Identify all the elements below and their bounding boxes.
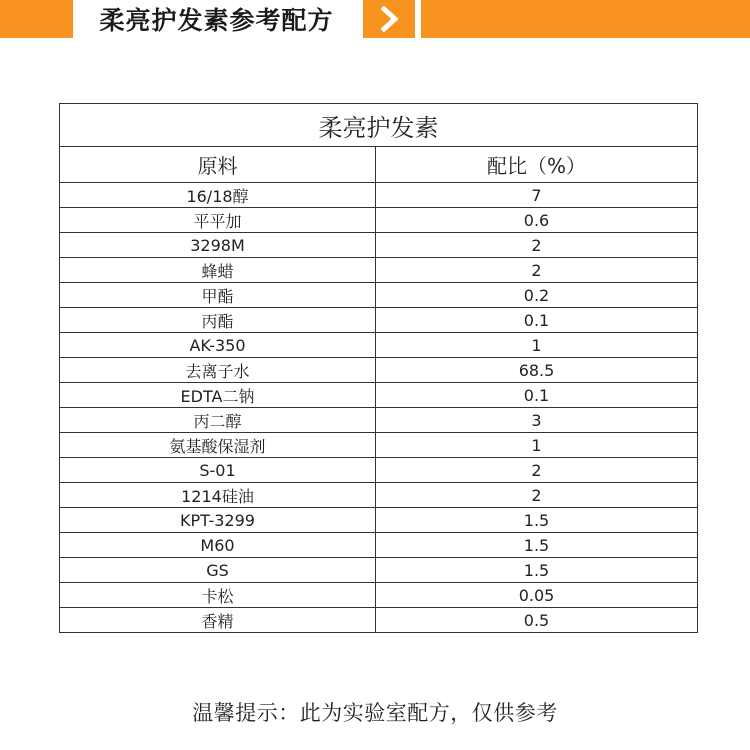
table-row (60, 433, 698, 458)
ingredient-name: S-01 (60, 458, 376, 483)
ingredient-name: EDTA二钠 (60, 383, 376, 408)
ingredient-ratio: 1 (376, 333, 698, 358)
ingredient-name: 丙二醇 (60, 408, 376, 433)
banner-accent-right (421, 0, 750, 38)
table-row (60, 508, 698, 533)
chevron-right-icon (363, 0, 415, 38)
ingredient-ratio: 2 (376, 483, 698, 508)
table-row (60, 233, 698, 258)
ingredient-ratio: 0.2 (376, 283, 698, 308)
ingredient-ratio: 2 (376, 458, 698, 483)
ingredient-ratio: 1.5 (376, 508, 698, 533)
table-row (60, 533, 698, 558)
ingredient-name: GS (60, 558, 376, 583)
ingredient-name: 3298M (60, 233, 376, 258)
table-header-row (60, 147, 698, 183)
ingredient-ratio: 0.5 (376, 608, 698, 633)
table-row (60, 183, 698, 208)
ingredient-name: M60 (60, 533, 376, 558)
ingredient-ratio: 0.05 (376, 583, 698, 608)
table-row (60, 583, 698, 608)
table-title: 柔亮护发素 (60, 104, 698, 147)
ingredient-ratio: 0.1 (376, 308, 698, 333)
footer-note: 温馨提示：此为实验室配方，仅供参考 (192, 701, 558, 725)
page-title: 柔亮护发素参考配方 (99, 6, 334, 35)
ingredient-name: 丙酯 (60, 308, 376, 333)
ingredient-ratio: 3 (376, 408, 698, 433)
table-row (60, 358, 698, 383)
table-title-row (60, 104, 698, 147)
table-row (60, 333, 698, 358)
formula-table (59, 103, 698, 633)
ingredient-ratio: 1 (376, 433, 698, 458)
ingredient-ratio: 1.5 (376, 533, 698, 558)
ingredient-name: AK-350 (60, 333, 376, 358)
ingredient-name: 1214硅油 (60, 483, 376, 508)
column-header-ingredient: 原料 (60, 147, 376, 183)
column-header-ratio: 配比（%） (376, 147, 698, 183)
ingredient-name: 香精 (60, 608, 376, 633)
ingredient-ratio: 2 (376, 258, 698, 283)
ingredient-name: 甲酯 (60, 283, 376, 308)
table-row (60, 308, 698, 333)
banner-accent-left (0, 0, 73, 38)
ingredient-ratio: 68.5 (376, 358, 698, 383)
table-row (60, 283, 698, 308)
ingredient-name: 蜂蜡 (60, 258, 376, 283)
ingredient-ratio: 2 (376, 233, 698, 258)
ingredient-name: 平平加 (60, 208, 376, 233)
ingredient-ratio: 0.1 (376, 383, 698, 408)
table-row (60, 608, 698, 633)
table-row (60, 408, 698, 433)
header-banner (0, 0, 750, 38)
ingredient-ratio: 0.6 (376, 208, 698, 233)
table-row (60, 208, 698, 233)
ingredient-ratio: 1.5 (376, 558, 698, 583)
ingredient-name: KPT-3299 (60, 508, 376, 533)
table-row (60, 383, 698, 408)
ingredient-ratio: 7 (376, 183, 698, 208)
table-row (60, 258, 698, 283)
table-row (60, 458, 698, 483)
ingredient-name: 16/18醇 (60, 183, 376, 208)
table-row (60, 558, 698, 583)
banner-title-box (73, 0, 360, 38)
ingredient-name: 卡松 (60, 583, 376, 608)
ingredient-name: 去离子水 (60, 358, 376, 383)
table-row (60, 483, 698, 508)
ingredient-name: 氨基酸保湿剂 (60, 433, 376, 458)
